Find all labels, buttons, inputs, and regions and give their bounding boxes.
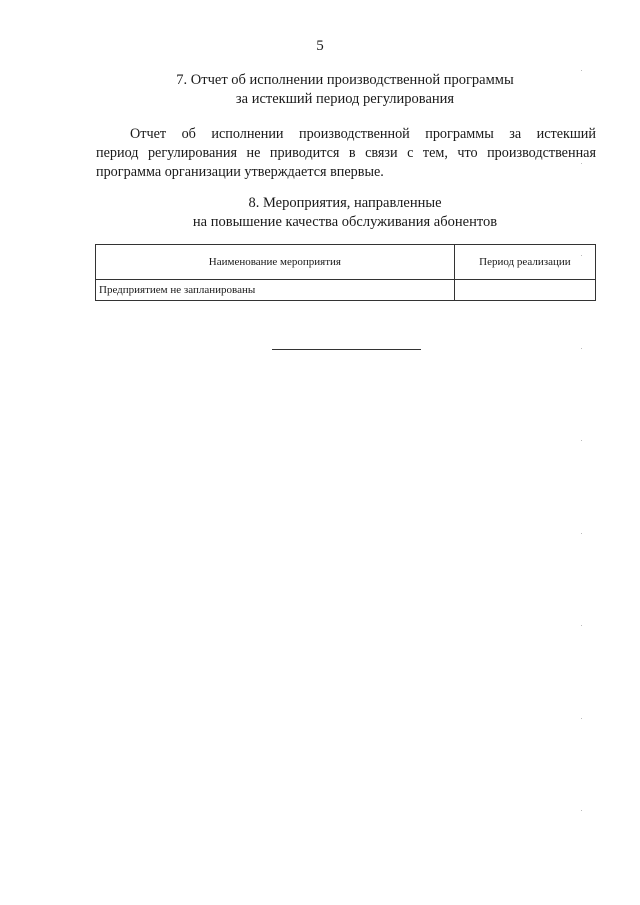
table-cell-period: [454, 280, 595, 301]
scan-mark: [581, 163, 582, 164]
scan-mark: [581, 625, 582, 626]
scan-mark: [581, 810, 582, 811]
scan-mark: [581, 70, 582, 71]
table-header-row: [96, 245, 596, 280]
end-of-document-rule: [272, 349, 421, 350]
section-8-title-line: 8. Мероприятия, направленные: [248, 195, 442, 211]
column-header-period: Период реализации: [454, 245, 595, 280]
scan-mark: [581, 348, 582, 349]
section-7-paragraph: [96, 125, 596, 182]
column-header-measure-name: Наименование мероприятия: [96, 245, 455, 280]
table-cell-measure-name: Предприятием не запланированы: [96, 280, 455, 301]
paragraph-line: Отчет об исполнении производственной программы за истекший: [130, 126, 596, 142]
page-number: 5: [316, 38, 324, 54]
scan-mark: [581, 718, 582, 719]
measures-table: [95, 244, 596, 301]
paragraph-line: программа организации утверждается впервые.: [96, 164, 384, 180]
paragraph-line: период регулирования не приводится в связи с тем, что производственная: [96, 145, 596, 161]
scan-mark: [581, 255, 582, 256]
scan-mark: [581, 440, 582, 441]
section-8-title-line: на повышение качества обслуживания абонентов: [192, 214, 498, 230]
scan-mark: [581, 533, 582, 534]
section-7-title-line: 7. Отчет об исполнении производственной программы: [176, 72, 514, 88]
section-7-title-line: за истекший период регулирования: [235, 91, 455, 107]
section-7-title: [90, 71, 600, 109]
section-8-title: [90, 194, 600, 232]
table-row: [96, 280, 596, 301]
